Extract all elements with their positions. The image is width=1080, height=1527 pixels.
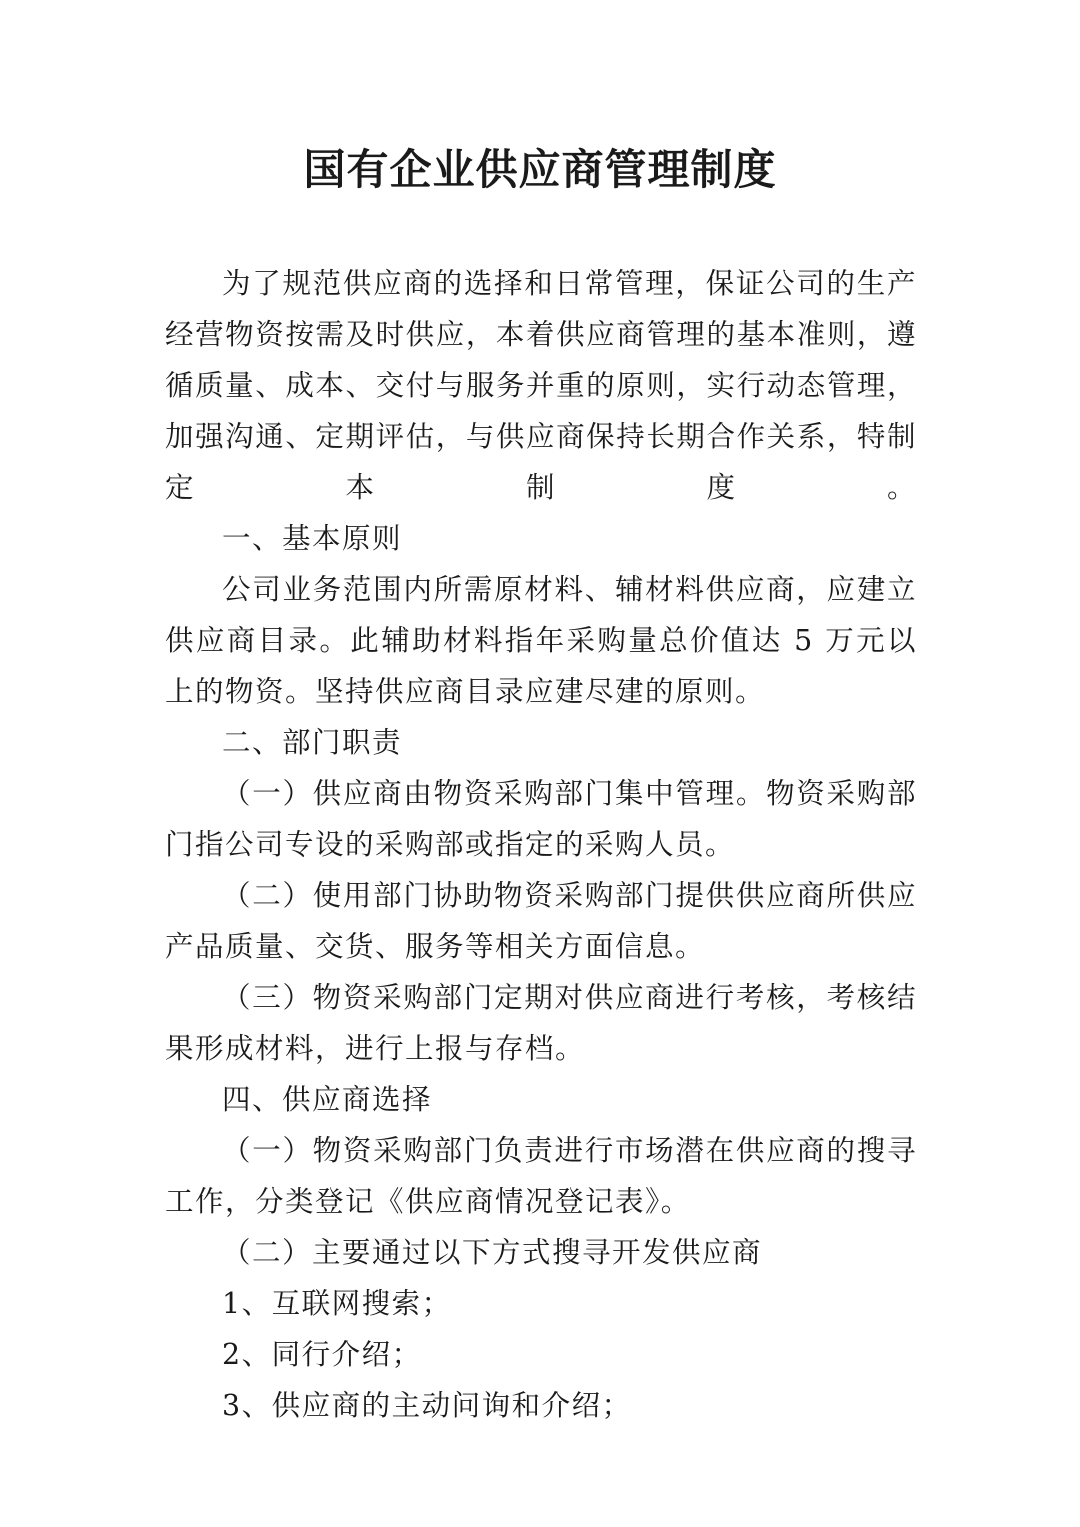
section-heading-basic-principles: 一、基本原则 <box>222 522 403 555</box>
paragraph-duty-1: （一）供应商由物资采购部门集中管理。物资采购部门指公司专设的采购部或指定的采购人员。 <box>165 777 917 861</box>
list-item: 3、供应商的主动问询和介绍； <box>222 1389 632 1422</box>
paragraph-duty-2: （二）使用部门协助物资采购部门提供供应商所供应产品质量、交货、服务等相关方面信息。 <box>165 879 917 963</box>
document-title: 国有企业供应商管理制度 <box>303 145 777 194</box>
document-body <box>165 258 917 1431</box>
list-item: 1、互联网搜索； <box>222 1287 452 1320</box>
paragraph-selection-1: （一）物资采购部门负责进行市场潜在供应商的搜寻工作，分类登记《供应商情况登记表》。 <box>165 1134 917 1218</box>
paragraph-duty-3: （三）物资采购部门定期对供应商进行考核，考核结果形成材料，进行上报与存档。 <box>165 981 917 1065</box>
section-heading-supplier-selection: 四、供应商选择 <box>222 1083 433 1116</box>
list-item: 2、同行介绍； <box>222 1338 422 1371</box>
paragraph-basic-principles: 公司业务范围内所需原材料、辅材料供应商，应建立供应商目录。此辅助材料指年采购量总价值达 5 万元以上的物资。坚持供应商目录应建尽建的原则。 <box>165 573 917 708</box>
paragraph-selection-2: （二）主要通过以下方式搜寻开发供应商 <box>222 1236 763 1269</box>
intro-paragraph: 为了规范供应商的选择和日常管理，保证公司的生产经营物资按需及时供应，本着供应商管理的基本准则，遵循质量、成本、交付与服务并重的原则，实行动态管理，加强沟通、定期评估，与供应商保持长期合作关系，特制定本制度。 <box>165 267 917 504</box>
section-heading-department-duties: 二、部门职责 <box>222 726 403 759</box>
